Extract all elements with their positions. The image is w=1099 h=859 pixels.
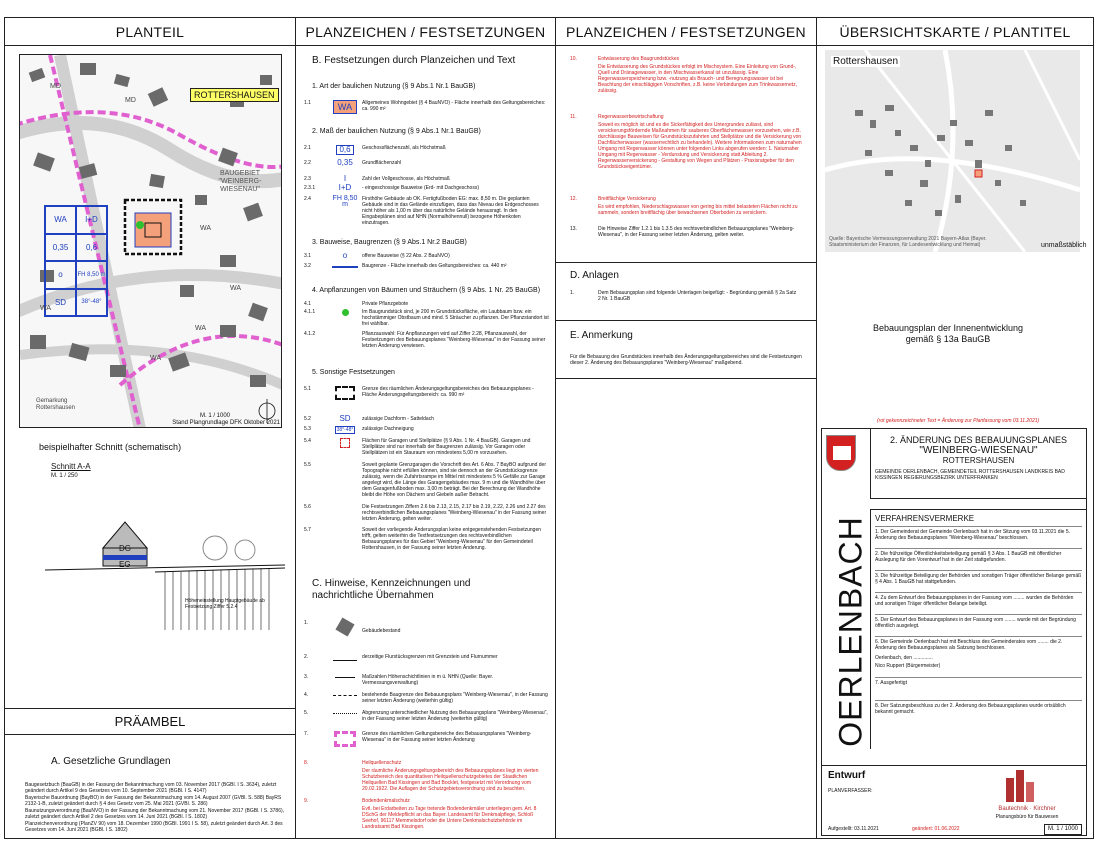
geaendert: geändert: 01.06.2022 (912, 826, 960, 832)
masszahl-icon (335, 677, 355, 686)
town-label: ROTTERSHAUSEN (190, 88, 279, 102)
gfz-symbol: 0,6 (336, 145, 353, 155)
legend-row (304, 331, 549, 349)
column-heading: ÜBERSICHTSKARTE / PLANTITEL (817, 18, 1093, 46)
gebaeude-icon (335, 617, 354, 636)
map-label: WA (230, 285, 242, 292)
praeambel-item: Bayerische Bauordnung (BayBO) in der Fassung der Bekanntmachung vom 14. August 2007 (GVBl. S. 588) BayRS 2132-1-B, zuletzt geändert durch § 4 des Gesetz vom 25. Mai 2021 (GVBl. S. 286) (25, 795, 282, 807)
legend-row (304, 710, 549, 722)
row-desc: zulässige Dachneigung (362, 426, 414, 432)
d-text: Dem Bebauungsplan sind folgende Unterlagen beigefügt: - Begründung gemäß § 2a Satz 2 Nr. 1 BauGB (598, 290, 797, 302)
c9-text: Evtl. bei Erdarbeiten zu Tage tretende Bodendenkmäler unterliegen gem. Art. 8 DSchG der Meldepflicht an das Bayer. Landesamt für Denkmalpflege, Schloß Seehof, 96117 Memmelsdorf oder die Untere Denkmalschutzbehörde im Landratsamt Bad Kissingen. (362, 806, 537, 830)
row-number: 3. (304, 674, 309, 680)
section-2-title: 2. Maß der baulichen Nutzung (§ 9 Abs.1 Nr.1 BauGB) (312, 128, 481, 135)
row-number: 3.2 (304, 263, 311, 269)
uebersicht-credit: Quelle: Bayerische Vermessungsverwaltung 2021 Bayern-Atlas (Bayer. Staatsministerium der Finanzen, für Landesentwicklung und Heimat) (829, 236, 987, 248)
entwurf-box (822, 765, 1086, 835)
schnitt-drawing (45, 510, 285, 640)
column-heading: PLANZEICHEN / FESTSETZUNGEN (296, 18, 555, 46)
legend-row (304, 692, 549, 704)
firm-name: Bautechnik · Kirchner (998, 806, 1056, 812)
row-desc: Maßzahlen Höhenschichtlinien in m ü. NHN (Quelle: Bayer. Vermessungsverwaltung) (362, 674, 494, 686)
verfahren-item: 2. Die frühzeitige Öffentlichkeitsbeteiligung gemäß § 3 Abs. 1 BauGB mit öffentlicher Auslegung für den Vorentwurf hat in der Zeit stattgefunden. (875, 548, 1082, 563)
section-c-title: C. Hinweise, Kennzeichnungen und nachrichtliche Übernahmen (312, 578, 471, 601)
praeambel-rule (5, 708, 295, 709)
uebersicht-map (825, 50, 1080, 252)
row-number: 5.5 (304, 462, 311, 468)
verfahren-item: 4. Zu dem Entwurf des Bebauungsplanes in der Fassung vom ........ wurden die Behörden und sonstigen Träger öffentlicher Belange beteiligt. (875, 592, 1082, 607)
row-number: 4.1.1 (304, 309, 316, 315)
hinweis-text: Die Hinweise Ziffer 1.2.1 bis 1.3.5 des rechtsverbindlichen Bebauungsplanes "Weinberg-Wiesenau", in der Fassung seiner letzten Änderung, gelten weiter. (598, 226, 795, 238)
legend-row (304, 527, 549, 551)
row-number: 2.3.1 (304, 185, 316, 191)
section-3-title: 3. Bauweise, Baugrenzen (§ 9 Abs.1 Nr.2 BauGB) (312, 239, 467, 246)
row-desc: Allgemeines Wohngebiet (§ 4 BauNVO) - Fläche innerhalb des Geltungsbereiches: ca. 990 m² (362, 100, 546, 112)
row-number: 1.1 (304, 100, 311, 106)
column-festsetzungen (296, 18, 556, 838)
column-heading: PLANZEICHEN / FESTSETZUNGEN (556, 18, 816, 46)
schablone-cell: o (45, 261, 76, 289)
section-b-title: B. Festsetzungen durch Planzeichen und Text (312, 55, 516, 66)
hinweis-title: Entwässerung des Baugrundstückes (598, 56, 680, 62)
hinweis-title: Breitflächige Versickerung (598, 196, 656, 202)
map-label: WA (150, 355, 162, 362)
praeambel-rule-2 (5, 734, 295, 735)
section-5-title: 5. Sonstige Festsetzungen (312, 369, 395, 376)
hinweis-text: Es wird empfohlen, Niederschlagswasser von gering bis mittel belasteten Flächen nicht zu sammeln, sondern breitflächig über bewachsenen Oberboden zu versickern. (598, 204, 798, 216)
bauweise-symbol: I+D (338, 183, 352, 192)
row-desc: Private Pflanzgebote (362, 301, 409, 307)
tree-icon (342, 309, 349, 316)
map-label: MD (50, 83, 61, 90)
row-desc: offene Bauweise (§ 22 Abs. 2 BauNVO) (362, 253, 450, 259)
hinweis-number: 13. (570, 226, 577, 232)
offene-bauweise-symbol: o (342, 251, 348, 260)
entwurf-label: Entwurf (828, 770, 866, 781)
praeambel-item: Baunutzungsverordnung (BauNVO) in der Fassung der Bekanntmachung vom 21. November 2017 (BGBl. I S. 3786), zuletzt geändert durch Artikel 2 des Gesetzes vom 14. Juni 2021 (BGBl. I S. 1802) (25, 808, 285, 820)
row-number: 3.1 (304, 253, 311, 259)
plan-description: Bebauungsplan der Innenentwicklung gemäß § 13a BauGB (872, 323, 1024, 344)
rule-e-end (556, 378, 816, 379)
row-desc: bestehende Baugrenze des Bebauungsplans "Weinberg-Wiesenau", in der Fassung seiner letzten Änderung (weiterhin gültig) (362, 692, 548, 704)
row-number: 7. (304, 731, 309, 737)
row-desc: Geschossflächenzahl, als Höchstmaß (362, 145, 446, 151)
hinweis-text: Soweit es möglich ist und es die Sickerfähigkeit des Untergrundes zulässt, sind versickerungsfördernde Maßnahmen für sauberes Oberflächenwasser vorzusehen, wie z.B. durchlässige Bauweisen für Grundstückszufahrten und Stellplätze und die Versickerung von Dachflächenwasser (wasserrechtlich zu behandeln). Weitere Informationen zum naturnahen Umgang mit Regenwasser können unter folgenden Links abgerufen werden: 1. Naturnaher Umgang mit Regenwasser - Verdunstung und Versickerung statt Ableitung 2. Regenwasserversickerung - Gestaltung von Wegen und Plätzen - Praxisratgeber für den Grundstückseigentümer. (598, 122, 802, 170)
row-desc: Im Baugrundstück sind, je 200 m Grundstücksfläche, ein Laubbaum bzw. ein hochstämmiger Obstbaum und mind. 5 Sträucher zu pflanzen. Der Pflanzstandort ist frei wählbar. (362, 309, 549, 327)
schnitt-eg: EG (119, 560, 131, 569)
section-d-title: D. Anlagen (570, 270, 619, 281)
geltungsbereich-symbol (335, 386, 355, 400)
firm-sub: Planungsbüro für Bauwesen (995, 814, 1059, 820)
legend-row (304, 263, 549, 269)
row-desc: Grenze des räumlichen Änderungsgeltungsbereiches des Bebauungsplanes - Fläche Änderungsgeltungsbereich: ca. 990 m² (362, 386, 534, 398)
verfahren-item: 8. Der Satzungsbeschluss zu der 2. Änderung des Bebauungsplanes wurde ortsüblich bekannt gemacht. (875, 700, 1082, 715)
row-desc: - eingeschossige Bauweise (Erd- mit Dachgeschoss) (362, 185, 479, 191)
legend-row (304, 196, 549, 226)
verfahren-item: 1. Der Gemeinderat der Gemeinde Oerlenbach hat in der Sitzung vom 03.11.2021 die 5. Änderung des Bebauungsplanes "Weinberg-Wiesenau" beschlossen. (875, 526, 1082, 541)
row-desc: derzeitige Flurstücksgrenzen mit Grenzstein und Flurnummer (362, 654, 498, 660)
legend-row (304, 176, 549, 182)
map-label: WA (195, 325, 207, 332)
legend-row (304, 620, 549, 634)
row-desc: Zahl der Vollgeschosse, als Höchstmaß (362, 176, 450, 182)
plan-map (19, 54, 282, 428)
uebersicht-drawing (825, 50, 1080, 252)
vertical-gemeinde: OERLENBACH (832, 516, 869, 747)
uebersicht-scale: unmaßstäblich (1041, 242, 1087, 249)
column-uebersicht (817, 18, 1093, 838)
row-desc: Flächen für Garagen und Stellplätze (§ 9 Abs. 1 Nr. 4 BauGB). Garagen und Stellplätze sind nur innerhalb der Baugrenzen zulässig. Vor Garagen oder Stellplätzen ist ein Stauraum von mindestens 5,00 m vorzusehen. (362, 438, 531, 456)
geltungsbereich-alt-icon (334, 731, 356, 747)
row-number: 5.1 (304, 386, 311, 392)
flurstueck-icon (333, 660, 357, 661)
row-desc: Soweit geplante Grenzgaragen die Vorschrift des Art. 6 Abs. 7 BayBO aufgrund der Topographie nicht erfüllen können, sind sie dennoch an der Grundstücksgrenze zulässig, wenn die Zufahrtsrampe im Mittel mit mindestens 5 % Gefälle zur Garage angelegt wird, die Länge des Garagengebäudes max. 9 m und die Wandhöhe über dem Garagenfußboden max. 3,00 m beträgt. Bei der Berechnung der Wandhöhe bleibt die Höhe von Dächern und Giebeln außer Betracht. (362, 462, 546, 498)
hinweis-number: 10. (570, 56, 577, 62)
baugrenze-alt-icon (333, 695, 357, 704)
dachneigung-symbol: 38°-48° (336, 427, 354, 433)
legend-row (304, 654, 549, 661)
rule-e (556, 320, 816, 321)
map-label: WA (200, 225, 212, 232)
c9-title: Bodendenkmalschutz (362, 798, 410, 804)
verfahren-item: 6. Die Gemeinde Oerlenbach hat mit Beschluss des Gemeinderates vom ........ die 2. Änderung des Bebauungsplanes als Satzung beschlossen. (875, 636, 1082, 651)
row-desc: Soweit der vorliegende Änderungsplan keine entgegenstehenden Festsetzungen trifft, gelten weiterhin die Textfestsetzungen des rechtsverbindlichen Bebauungsplanes für das Gebiet "Weinberg-Wiesenau" für den Gemeindeteil Rottershausen, in der Fassung seiner letzten Änderung. (362, 527, 542, 551)
gemarkung-label: Gemarkung Rottershausen (36, 398, 76, 411)
column-planteil (5, 18, 296, 838)
row-number: 5.4 (304, 438, 311, 444)
column-heading: PLANTEIL (5, 18, 295, 46)
sign-place: Oerlenbach, den .............. (875, 655, 933, 661)
title-sub: GEMEINDE OERLENBACH, GEMEINDETEIL ROTTERSHAUSEN LANDKREIS BAD KISSINGEN REGIERUNGSBEZIRK UNTERFRANKEN (875, 469, 1065, 481)
legend-row (304, 100, 549, 114)
verfahren-item: 5. Der Entwurf des Bebauungsplanes in der Fassung vom ........ wurde mit der Begründung öffentlich ausgelegt. (875, 614, 1082, 629)
legend-row (304, 185, 549, 191)
sd-symbol: SD (339, 414, 351, 423)
aufgestellt: Aufgestellt: 03.11.2021 (828, 826, 879, 832)
c8-text: Der räumliche Änderungsgeltungsbereich des Bebauungsplanes liegt im vierten Schutzbereich des quantitativen Heilquellenschutzgebietes der Staatlichen Heilquellen Bad Kissingen und Bad Bocklet, festgesetzt mit Verordnung vom 20.02.1922. Die Auflagen der Schutzgebietsverordnung sind zu beachten. (362, 768, 539, 792)
legend-row (304, 160, 549, 166)
schablone-cell: FH 8,50 m (76, 261, 107, 289)
garage-symbol (340, 438, 350, 448)
verfahren-item: 7. Ausgefertigt (875, 677, 1082, 686)
section-1-title: 1. Art der baulichen Nutzung (§ 9 Abs.1 Nr.1 BauGB) (312, 83, 476, 90)
row-number: 5.3 (304, 426, 311, 432)
legend-row (304, 462, 549, 498)
legend-row (304, 253, 549, 259)
schnitt-note: Höheneinstellung Hauptgebäude ab Festsetzung Ziffer 5.2.4 (185, 598, 265, 610)
schablone-cell: 0,6 (76, 234, 107, 262)
title-line-3: ROTTERSHAUSEN (942, 456, 1015, 465)
row-number: 4.1.2 (304, 331, 316, 337)
row-number: 2.3 (304, 176, 311, 182)
row-number: 5.2 (304, 416, 311, 422)
wa-symbol: WA (333, 100, 357, 114)
grz-symbol: 0,35 (337, 158, 353, 167)
section-e-title: E. Anmerkung (570, 330, 633, 341)
uebersicht-town: Rottershausen (833, 56, 899, 67)
schablone-cell: WA (45, 206, 76, 234)
row-desc: Baugrenze - Fläche innerhalb des Geltungsbereiches: ca. 440 m² (362, 263, 507, 269)
row-number: 2.1 (304, 145, 311, 151)
vollgeschoss-symbol: I (343, 174, 347, 183)
legend-row (304, 674, 549, 686)
title-line-2: "WEINBERG-WIESENAU" (919, 445, 1038, 456)
d-number: 1. (570, 290, 575, 296)
hinweis-text: Die Entwässerung des Grundstückes erfolgt im Mischsystem. Eine Einleitung von Grund-, Quell und Dränagewasser, in den Mischwasserkanal ist unzulässig. Eine Regenwasserspeicherung bzw. -nutzung als Brauch- und Beregnungswasser ist bei Beachtung der einschlägigen Vorschriften, z.B. keine Verbindungen zum Trinkwassernetz, zulässig. (598, 64, 798, 94)
praeambel-item: Planzeichenverordnung (PlanZV 90) vom 18. Dezember 1990 (BGBl. 1991 I S. 58), zuletzt geändert durch Art. 3 des Gesetzes vom 14. Juni 2021 (BGBl. I S. 1802) (25, 821, 283, 833)
row-desc: zulässige Dachform - Satteldach (362, 416, 434, 422)
title-box (870, 429, 1086, 499)
nutzungsgrenze-icon (333, 713, 357, 722)
row-number: 5.6 (304, 504, 311, 510)
row-desc: Firsthöhe Gebäude ab OK. Fertigfußboden EG: max. 8,50 m. Die geplanten Gebäude sind in das Gelände einzufügen, dass das Niveau des Erdgeschosses nicht höher als 1,00 m über das natürliche Gelände herausragt. In den Eingabeplänen sind auf NHN (Normalhöhennull) bezogene Höhenkoten einzutragen. (362, 196, 539, 226)
nutzungsschablone (44, 205, 108, 317)
row-desc: Pflanzauswahl: Für Anpflanzungen wird auf Ziffer 2.28, Pflanzauswahl, der Festsetzungen des Bebauungsplanes "Weinberg-Wiesenau" in der Fassung seiner letzten Änderung verwiesen. (362, 331, 546, 349)
schablone-cell: 0,35 (45, 234, 76, 262)
verfahren-title: VERFAHRENSVERMERKE (875, 514, 975, 523)
row-desc: Grenze des räumlichen Geltungsbereiche des Bebauungsplanes "Weinberg-Wiesenau" in der Fassung seiner letzten Änderung (362, 731, 532, 743)
row-number: 5. (304, 710, 309, 716)
fh-symbol: FH 8,50 m (332, 195, 358, 208)
schablone-cell: SD (45, 289, 76, 317)
hinweis-number: 12. (570, 196, 577, 202)
legend-row (304, 309, 549, 327)
legend-row (304, 426, 549, 434)
row-desc: Grundflächenzahl (362, 160, 402, 166)
row-desc: Die Festsetzungen Ziffern 2.6 bis 2.13, 2.15, 2.17 bis 2.19, 2.22, 2.26 und 2.27 des rechtsverbindlichen Bebauungsplanes "Weinberg-Wiesenau" in der Fassung seiner letzten Änderung, gelten weiter. (362, 504, 547, 522)
hinweis-number: 11. (570, 114, 577, 120)
row-number: 1. (304, 620, 309, 626)
map-stand: Stand Plangrundlage DFK Oktober 2021 (172, 420, 280, 426)
plan-sheet (4, 17, 1094, 839)
legend-row (304, 301, 549, 307)
legend-row (304, 731, 549, 747)
schablone-cell: I+D (76, 206, 107, 234)
legend-row (304, 416, 549, 422)
legend-row (304, 386, 549, 400)
schnitt-title: Schnitt A-A (51, 462, 91, 471)
schablone-cell: 38°-48° (76, 289, 107, 317)
schnitt-scale: M. 1 / 250 (51, 473, 78, 479)
rule-d (556, 262, 816, 263)
plantitel-frame (821, 428, 1087, 836)
coat-of-arms-icon (826, 435, 856, 471)
praeambel-subtitle: A. Gesetzliche Grundlagen (51, 756, 171, 767)
row-number: 2. (304, 654, 309, 660)
c9-number: 9. (304, 798, 309, 804)
c8-number: 8. (304, 760, 309, 766)
area-label: BAUGEBIET "WEINBERG-WIESENAU" (218, 170, 262, 193)
baugrenze-line-icon (332, 266, 358, 269)
row-number: 4.1 (304, 301, 311, 307)
sign-role: Nico Ruppert (Bürgermeister) (875, 663, 941, 669)
row-number: 2.4 (304, 196, 311, 202)
legend-row (304, 438, 549, 456)
c8-title: Heilquellenschutz (362, 760, 402, 766)
legend-row (304, 504, 549, 522)
row-number: 5.7 (304, 527, 311, 533)
titel-scale: M. 1 / 1000 (1044, 824, 1082, 835)
row-number: 2.2 (304, 160, 311, 166)
column-hinweise (556, 18, 817, 838)
title-line-1: 2. ÄNDERUNG DES BEBAUUNGSPLANES (889, 435, 1068, 445)
row-number: 4. (304, 692, 309, 698)
verfasser-label: PLANVERFASSER: (828, 788, 873, 794)
map-label: MD (125, 97, 136, 104)
schnitt-heading: beispielhafter Schnitt (schematisch) (39, 442, 182, 452)
praeambel-item: Baugesetzbuch (BauGB) in der Fassung der Bekanntmachung vom 03. November 2017 (BGBl. I S. 3634), zuletzt geändert durch Artikel 9 des Gesetzes vom 10. September 2021 (BGBl. I S. 4147) (25, 782, 277, 794)
map-scale: M. 1 / 1000 (200, 413, 231, 419)
verfahren-item: 3. Die frühzeitige Beteiligung der Behörden und sonstigen Träger öffentlicher Belange gemäß § 4 Abs. 1 BauGB hat stattgefunden. (875, 570, 1082, 585)
red-note: (rot gekennzeichneter Text = Änderung zur Planfassung vom 03.11.2021) (877, 418, 1040, 424)
verfahren-box (870, 509, 1086, 749)
firm-logo-icon (1002, 768, 1042, 804)
map-label: WA (40, 305, 52, 312)
section-4-title: 4. Anpflanzungen von Bäumen und Sträuchern (§ 9 Abs. 1 Nr. 25 BauGB) (312, 287, 541, 294)
schnitt-dg: DG (119, 544, 131, 553)
hinweis-title: Regenwasserbewirtschaftung (598, 114, 664, 120)
row-desc: Abgrenzung unterschiedlicher Nutzung des Bebauungsplans "Weinberg-Wiesenau", in der Fassung seiner letzten Änderung (weiterhin gültig) (362, 710, 548, 722)
e-text: Für die Bebauung des Grundstückes innerhalb des Änderungsgeltungsbereiches sind die Festsetzungen dieser 2. Änderung des Bebauungsplanes "Weinberg-Wiesenau" maßgebend. (570, 354, 802, 366)
row-desc: Gebäudebestand (362, 628, 401, 634)
praeambel-list (25, 782, 287, 833)
praeambel-title: PRÄAMBEL (114, 714, 186, 729)
legend-row (304, 145, 549, 155)
